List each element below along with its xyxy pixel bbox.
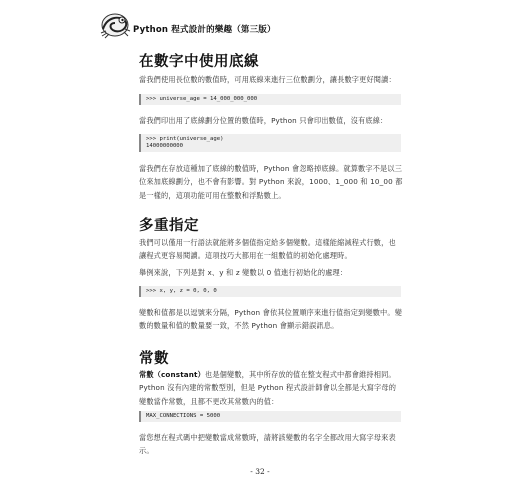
code-line: 14000000000 — [146, 143, 184, 150]
section-heading-underscores: 在數字中使用底線 — [139, 54, 259, 70]
paragraph: 當我們在存放這種加了底線的數值時，Python 會忽略掉底線。就算數字不是以三位來加底線劃分，也不會有影響。對 Python 來說，1000、1_000 和 10_00 都是一樣的，這項功能可用在整數和浮點數上。 — [139, 164, 403, 200]
paragraph: 當我們印出用了底線劃分位置的數值時，Python 只會印出數值，沒有底線： — [139, 116, 388, 125]
term-constant: 常數（constant） — [139, 370, 205, 379]
code-line: >>> universe_age = 14_000_000_000 — [146, 96, 258, 102]
page-header — [99, 9, 489, 40]
code-block — [139, 94, 401, 105]
code-block — [139, 411, 401, 422]
paragraph: 當您想在程式碼中把變數當成常數時，請將該變數的名字全都改用大寫字母來表示。 — [139, 433, 396, 456]
code-line: >>> print(universe_age) — [146, 136, 224, 142]
code-line: MAX_CONNECTIONS = 5000 — [146, 413, 221, 419]
paragraph: 當我們使用長位數的數值時，可用底線來進行三位數劃分，讓長數字更好閱讀： — [139, 75, 396, 84]
paragraph-text: 也是個變數，其中所存放的值在整支程式中都會維持相同。Python 沒有內建的常數型別，但是 Python 程式設計師會以全都是大寫字母的變數當作常數，且都不更改其常數內的值： — [139, 370, 397, 406]
page-number: - 32 - — [250, 467, 270, 476]
snake-logo-icon — [97, 7, 133, 43]
code-line: >>> x, y, z = 0, 0, 0 — [146, 288, 217, 294]
section-heading-multiple-assignment: 多重指定 — [139, 218, 199, 234]
paragraph: 變數和值都是以逗號來分隔，Python 會依其位置順序來進行值指定到變數中。變數的數量和值的數量要一致，不然 Python 會顯示錯誤訊息。 — [139, 308, 403, 331]
section-heading-constants: 常數 — [139, 351, 169, 367]
paragraph: 我們可以僅用一行語法就能將多個值指定給多個變數。這樣能縮減程式行數，也讓程式更容易閱讀。這項技巧大都用在一組數值的初始化處理時。 — [139, 238, 396, 261]
book-title: Python 程式設計的樂趣（第三版） — [133, 25, 276, 35]
code-block — [139, 134, 401, 152]
code-block — [139, 286, 401, 297]
paragraph — [139, 368, 403, 408]
paragraph: 舉例來說，下列是對 x、y 和 z 變數以 0 值進行初始化的處理： — [139, 268, 348, 277]
